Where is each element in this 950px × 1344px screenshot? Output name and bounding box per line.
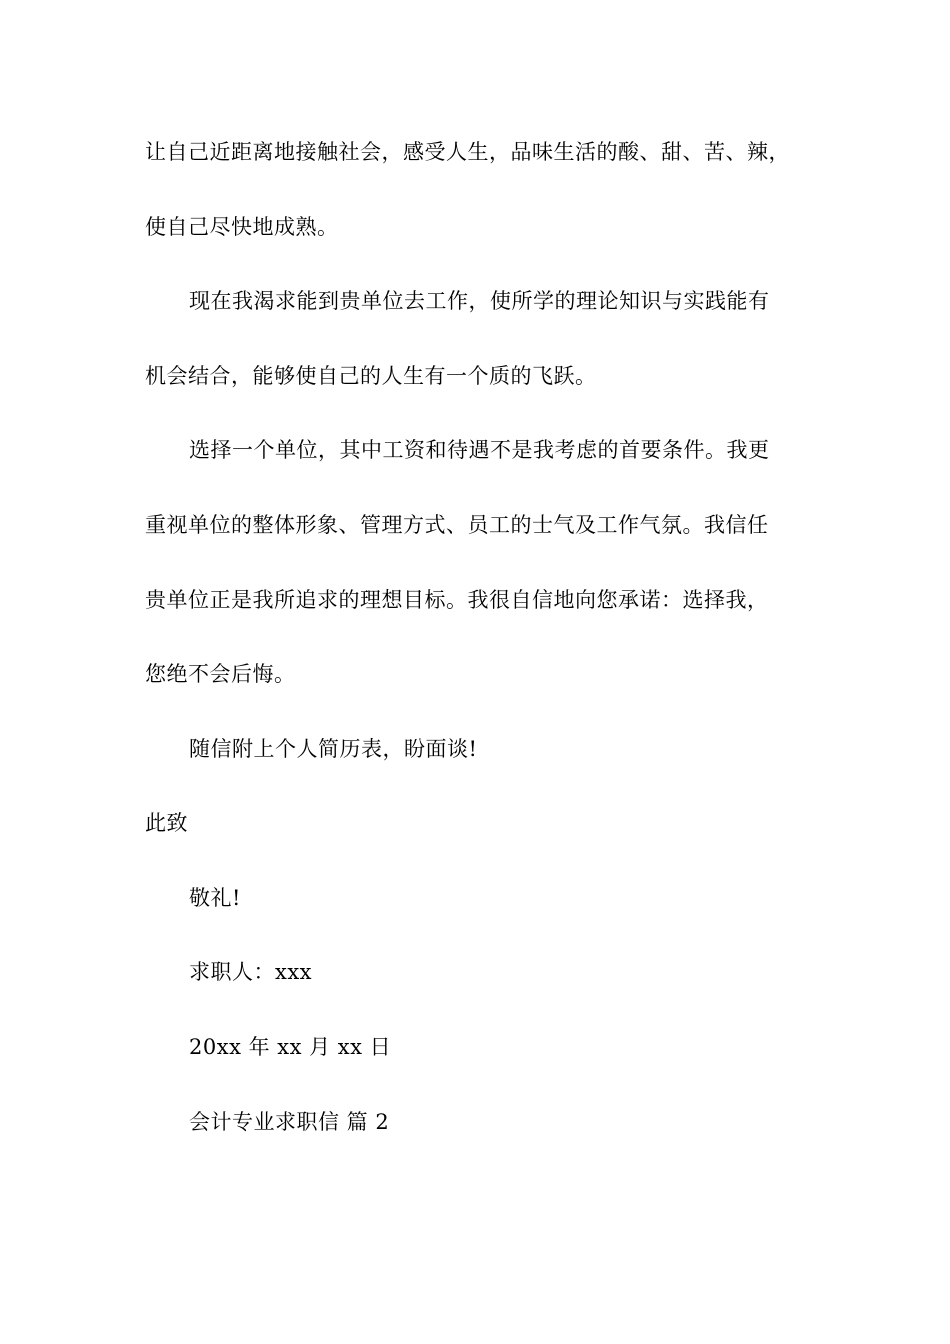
paragraph-line: 让自己近距离地接触社会，感受人生，品味生活的酸、甜、苦、辣，	[145, 140, 790, 164]
date-line: 20xx 年 xx 月 xx 日	[189, 1035, 392, 1059]
paragraph-line: 重视单位的整体形象、管理方式、员工的士气及工作气氛。我信任	[145, 513, 769, 537]
paragraph-line: 使自己尽快地成熟。	[145, 215, 339, 239]
paragraph-line: 现在我渴求能到贵单位去工作，使所学的理论知识与实践能有	[189, 289, 770, 313]
paragraph-line: 您绝不会后悔。	[145, 662, 296, 686]
section-heading: 会计专业求职信 篇 2	[189, 1110, 390, 1134]
applicant-line: 求职人：xxx	[189, 960, 313, 984]
salutation-line: 此致	[145, 811, 188, 835]
paragraph-line: 选择一个单位，其中工资和待遇不是我考虑的首要条件。我更	[189, 438, 770, 462]
paragraph-line: 贵单位正是我所追求的理想目标。我很自信地向您承诺：选择我，	[145, 588, 769, 612]
closing-line: 敬礼!	[189, 886, 241, 910]
paragraph-line: 机会结合，能够使自己的人生有一个质的飞跃。	[145, 364, 597, 388]
paragraph-line: 随信附上个人简历表，盼面谈!	[189, 737, 478, 761]
